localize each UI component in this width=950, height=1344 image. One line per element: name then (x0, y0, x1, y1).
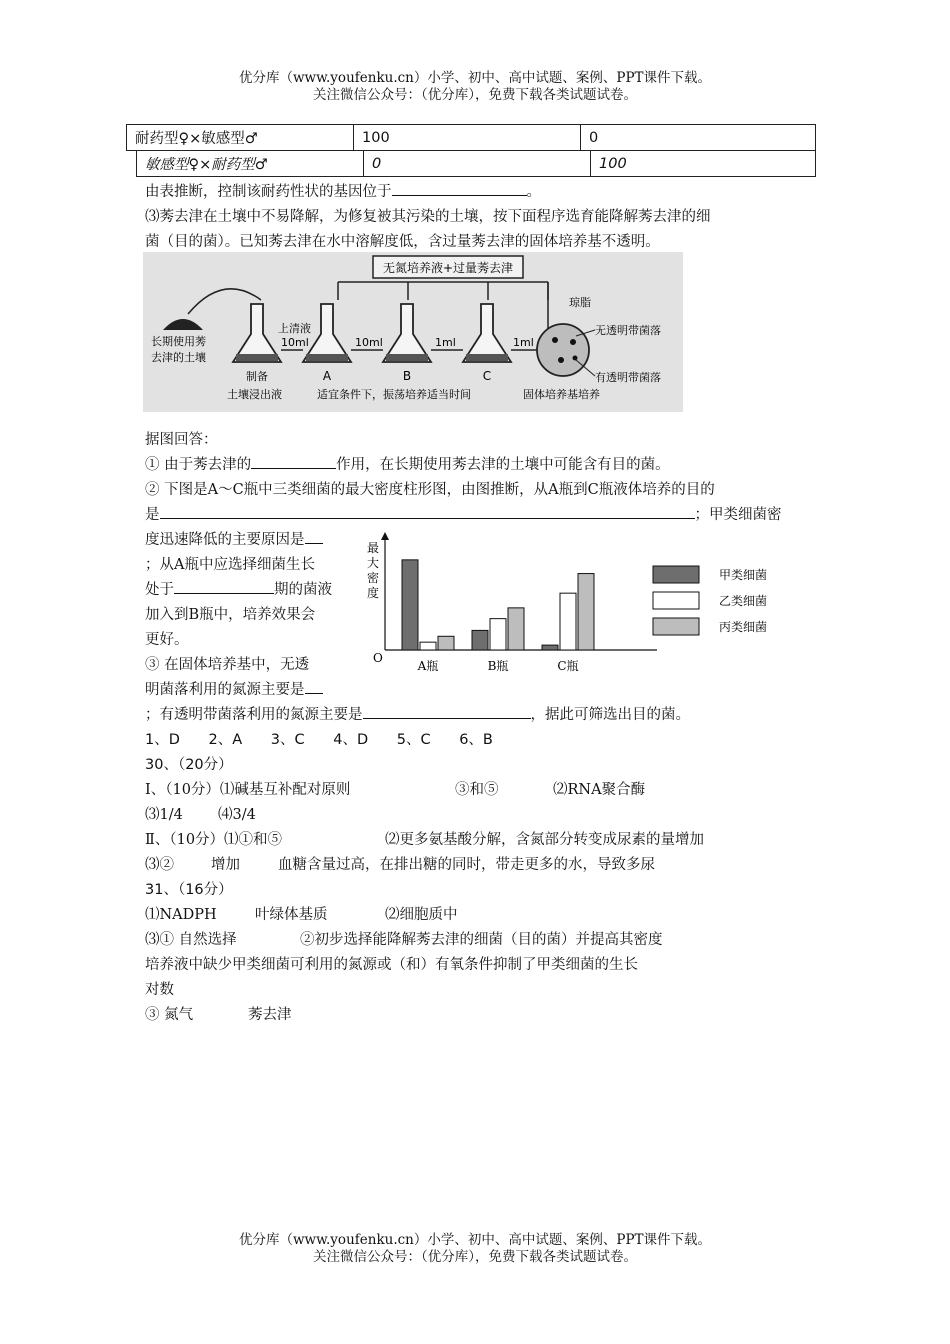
text: ⑷3/4 (218, 807, 256, 823)
text: ③ 氮气 (145, 1007, 194, 1023)
text: 莠去津 (248, 1007, 292, 1023)
sub3-line-3 (145, 703, 690, 727)
sub2-line-6: 加入到B瓶中，培养效果会 (145, 607, 316, 623)
sub2-line-3 (145, 528, 323, 552)
legend-swatch (653, 618, 699, 635)
text: 是 (145, 507, 160, 523)
text: ，据此可筛选出目的菌。 (530, 707, 690, 723)
flask-label: C (482, 369, 492, 383)
legend-label: 甲类细菌 (719, 568, 768, 582)
sub3-line-2 (145, 678, 323, 702)
answer-blank (305, 528, 323, 544)
bar (438, 636, 454, 650)
sub2-line-5 (145, 578, 332, 602)
bar (508, 608, 524, 650)
sub2-line-4: ；从A瓶中应选择细菌生长 (145, 557, 315, 573)
answer-blank (251, 453, 336, 469)
arrow-label: 1ml (435, 336, 456, 349)
text: ① 由于莠去津的 (145, 457, 252, 473)
flask-label: A (322, 369, 332, 383)
cross-cell: 敏感型♀×耐药型♂ (137, 151, 364, 177)
process-figure (143, 252, 683, 412)
text: 期的菌液 (274, 582, 332, 598)
colony-none-label: 无透明带菌落 (595, 324, 661, 337)
y-axis-label: 最大密度 (367, 541, 380, 600)
text: Ⅰ、（10分）⑴碱基互补配对原则 (145, 782, 351, 798)
flask-label: 制备 (246, 370, 268, 383)
mc-answer: 5、C (396, 732, 431, 748)
text: 血糖含量过高，在排出糖的同时，带走更多的水，导致多尿 (278, 857, 655, 873)
answer-blank (160, 503, 695, 519)
q3-line-1: ⑶莠去津在土壤中不易降解，为修复被其污染的土壤，按下面程序选育能降解莠去津的细 (145, 209, 711, 225)
answer-blank (392, 180, 527, 196)
agar-label: 琼脂 (569, 296, 591, 309)
text: 处于 (145, 582, 174, 598)
sub1-line (145, 453, 670, 477)
text: ②初步选择能降解莠去津的细菌（目的菌）并提高其密度 (300, 932, 663, 948)
mc-answer: 1、D (145, 732, 180, 748)
mc-answer: 4、D (333, 732, 369, 748)
page-footer (0, 1232, 950, 1266)
text: 。 (526, 184, 541, 200)
text: 度迅速降低的主要原因是 (145, 532, 305, 548)
cross-cell: 0 (581, 125, 816, 151)
text: 增加 (211, 857, 240, 873)
mc-answer: 6、B (459, 732, 493, 748)
arrow-label: 10ml (281, 336, 309, 349)
q31-title: 31、（16分） (145, 882, 233, 898)
bottom-label: 固体培养基培养 (523, 388, 600, 401)
cross-table-row1 (126, 124, 816, 151)
q30-part2-line2 (145, 853, 655, 877)
cross-cell: 耐药型♀×敏感型♂ (127, 125, 354, 151)
sub2-line-2 (145, 503, 782, 527)
density-bar-chart (355, 530, 805, 680)
bar (578, 574, 594, 650)
cross-cell: 0 (364, 151, 591, 177)
text: ；有透明带菌落利用的氮源主要是 (145, 707, 363, 723)
arrow-label: 1ml (513, 336, 534, 349)
text: 明菌落利用的氮源主要是 (145, 682, 305, 698)
bar (420, 642, 436, 650)
q31-line2 (145, 928, 663, 952)
text: ③和⑤ (455, 782, 499, 798)
infer-line (145, 180, 541, 204)
category-label: C瓶 (557, 659, 579, 673)
bar (560, 593, 576, 650)
text: ⑶② (145, 857, 174, 873)
q31-line5 (145, 1003, 292, 1027)
cross-table-row2 (136, 150, 816, 177)
text: ⑵细胞质中 (385, 907, 458, 923)
soil-label: 长期使用莠 (151, 335, 206, 348)
category-label: A瓶 (417, 659, 439, 673)
bar (542, 645, 558, 650)
sub3-line-1: ③ 在固体培养基中，无透 (145, 657, 310, 673)
bottom-label: 适宜条件下，振荡培养适当时间 (317, 388, 471, 401)
soil-label: 去津的土壤 (151, 351, 206, 364)
colony-clear-label: 有透明带菌落 (595, 371, 661, 384)
bar (472, 630, 488, 650)
legend-label: 乙类细菌 (719, 594, 768, 608)
answer-blank (174, 578, 274, 594)
bars-group (402, 560, 594, 650)
petri-dish-icon (537, 324, 589, 376)
text: ⑴NADPH (145, 907, 217, 923)
answer-blank (305, 678, 323, 694)
category-labels (417, 659, 579, 673)
q31-line1 (145, 903, 458, 927)
footer-line-1: 优分库（www.youfenku.cn）小学、初中、高中试题、案例、PPT课件下载。 (238, 1232, 712, 1248)
origin-label: O (373, 651, 383, 665)
text: ⑶① 自然选择 (145, 932, 237, 948)
text: ；甲类细菌密 (694, 507, 782, 523)
legend-label: 丙类细菌 (719, 620, 768, 634)
footer-line-2: 关注微信公众号：（优分库），免费下载各类试题试卷。 (313, 1249, 637, 1265)
sub2-line-7: 更好。 (145, 632, 189, 648)
answer-blank (363, 703, 531, 719)
text: ⑶1/4 (145, 807, 183, 823)
flask-label: B (402, 369, 412, 383)
arrow-label: 上清液 (278, 322, 311, 335)
text: ⑵更多氨基酸分解，含氮部分转变成尿素的量增加 (385, 832, 704, 848)
bar (402, 560, 418, 650)
page-header (0, 70, 950, 104)
chart-legend (653, 566, 767, 635)
q31-line3: 培养液中缺少甲类细菌可利用的氮源或（和）有氧条件抑制了甲类细菌的生长 (145, 957, 638, 973)
header-line-2: 关注微信公众号：（优分库），免费下载各类试题试卷。 (313, 87, 637, 103)
cross-cell: 100 (591, 151, 816, 177)
q30-part1-line1 (145, 778, 646, 802)
text: 作用，在长期使用莠去津的土壤中可能含有目的菌。 (336, 457, 670, 473)
text: ⑵RNA聚合酶 (553, 782, 646, 798)
arrow-label: 10ml (355, 336, 383, 349)
text: 叶绿体基质 (255, 907, 328, 923)
mc-answer: 2、A (208, 732, 243, 748)
header-line-1: 优分库（www.youfenku.cn）小学、初中、高中试题、案例、PPT课件下载。 (238, 70, 712, 86)
answer-intro: 据图回答： (145, 432, 218, 448)
mc-answer: 3、C (270, 732, 305, 748)
text: Ⅱ、（10分）⑴①和⑤ (145, 832, 283, 848)
q31-line4: 对数 (145, 982, 174, 998)
top-box-label: 无氮培养液+过量莠去津 (382, 261, 514, 275)
text: 由表推断，控制该耐药性状的基因位于 (145, 184, 392, 200)
sub2-line-1: ② 下图是A～C瓶中三类细菌的最大密度柱形图，由图推断，从A瓶到C瓶液体培养的目的 (145, 482, 715, 498)
cross-cell: 100 (354, 125, 581, 151)
legend-swatch (653, 566, 699, 583)
legend-swatch (653, 592, 699, 609)
q3-line-2: 菌（目的菌）。已知莠去津在水中溶解度低，含过量莠去津的固体培养基不透明。 (145, 234, 660, 250)
q30-part2-line1 (145, 828, 704, 852)
q30-part1-line2 (145, 803, 256, 827)
category-label: B瓶 (487, 659, 509, 673)
mc-answers (145, 728, 493, 752)
q30-title: 30、（20分） (145, 757, 233, 773)
bottom-label: 土壤浸出液 (227, 388, 282, 401)
bar (490, 619, 506, 650)
